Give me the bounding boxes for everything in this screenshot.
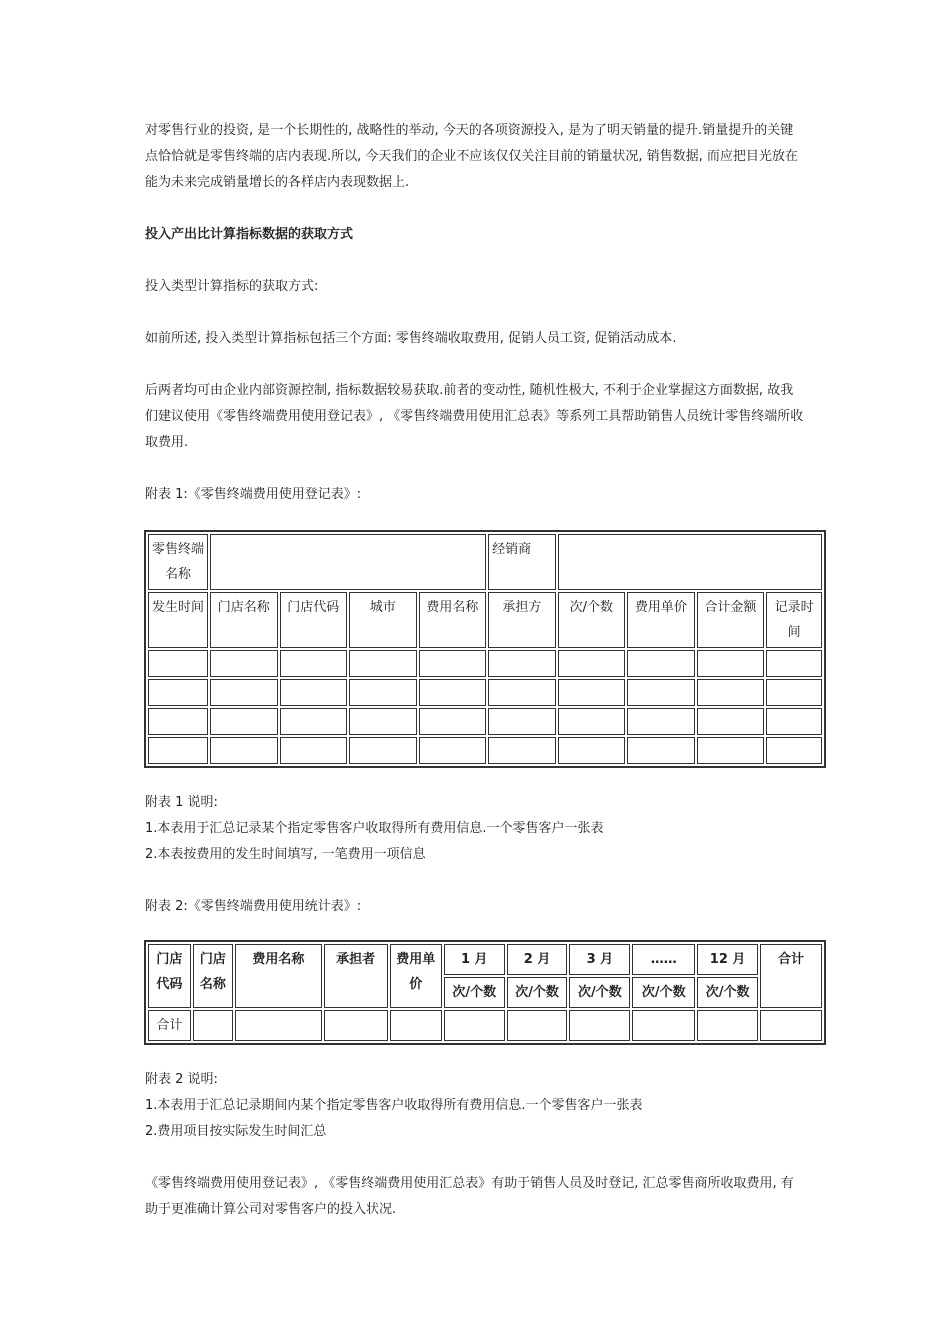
- document-page: [145, 118, 814, 1223]
- col-store-name: 门店名称: [193, 944, 234, 1008]
- col-unit-price: 费用单价: [627, 592, 695, 648]
- terminal-name-label: 零售终端名称: [148, 534, 208, 590]
- subheading: 投入类型计算指标的获取方式:: [145, 279, 319, 294]
- table1-column-header-row: [148, 592, 822, 648]
- month-3: 3 月: [569, 944, 630, 975]
- table2-month-row: [148, 944, 822, 975]
- col-total: 合计: [760, 944, 822, 1008]
- table2-caption: 附表 2:《零售终端费用使用统计表》:: [145, 899, 362, 914]
- col-store-code: 门店代码: [280, 592, 348, 648]
- table-row: [148, 737, 822, 764]
- col-record-time: 记录时间: [766, 592, 822, 648]
- col-bearer: 承担者: [324, 944, 388, 1008]
- table1-note-2: 2.本表按费用的发生时间填写, 一笔费用一项信息: [145, 847, 426, 862]
- count-month-1: 次/个数: [444, 977, 505, 1008]
- month-1: 1 月: [444, 944, 505, 975]
- table2-notes-title: 附表 2 说明:: [145, 1072, 218, 1087]
- terminal-name-value[interactable]: [210, 534, 486, 590]
- month-2: 2 月: [507, 944, 568, 975]
- para-latter-two: 后两者均可由企业内部资源控制, 指标数据较易获取.前者的变动性, 随机性极大, 不利于企业掌握这方面数据, 故我们建议使用《零售终端费用使用登记表》, 《零售终端费用使用汇总表》等系列工具帮助销售人员统计零售终端所收取费用.: [145, 383, 804, 450]
- para-three-aspects: 如前所述, 投入类型计算指标包括三个方面: 零售终端收取费用, 促销人员工资, 促销活动成本.: [145, 331, 677, 346]
- distributor-value[interactable]: [558, 534, 822, 590]
- statistics-table: [144, 940, 826, 1045]
- col-store-name: 门店名称: [210, 592, 278, 648]
- closing-paragraph: 《零售终端费用使用登记表》, 《零售终端费用使用汇总表》有助于销售人员及时登记, 汇总零售商所收取费用, 有助于更准确计算公司对零售客户的投入状况.: [145, 1176, 794, 1217]
- table2-total-row: [148, 1010, 822, 1041]
- col-count: 次/个数: [558, 592, 626, 648]
- col-city: 城市: [349, 592, 417, 648]
- col-store-code: 门店代码: [148, 944, 191, 1008]
- col-fee-name: 费用名称: [419, 592, 487, 648]
- table-row: [148, 650, 822, 677]
- intro-paragraph: 对零售行业的投资, 是一个长期性的, 战略性的举动, 今天的各项资源投入, 是为了明天销量的提升.销量提升的关键点恰恰就是零售终端的店内表现.所以, 今天我们的企业不应该仅仅关注目前的销量状况, 销售数据, 而应把目光放在能为未来完成销量增长的各样店内表现数据上.: [145, 123, 798, 190]
- table-row: [148, 679, 822, 706]
- col-occur-time: 发生时间: [148, 592, 208, 648]
- distributor-label: 经销商: [488, 534, 556, 590]
- count-month-2: 次/个数: [507, 977, 568, 1008]
- table-row: [148, 708, 822, 735]
- month-12: 12 月: [697, 944, 758, 975]
- table1-caption: 附表 1:《零售终端费用使用登记表》:: [145, 487, 362, 502]
- col-total-amount: 合计金额: [697, 592, 765, 648]
- count-month-ellipsis: 次/个数: [632, 977, 695, 1008]
- col-bearer: 承担方: [488, 592, 556, 648]
- table1-notes-title: 附表 1 说明:: [145, 795, 218, 810]
- section-heading: 投入产出比计算指标数据的获取方式: [145, 227, 354, 242]
- table2-note-2: 2.费用项目按实际发生时间汇总: [145, 1124, 327, 1139]
- month-ellipsis: ……: [632, 944, 695, 975]
- registration-table: [144, 530, 826, 768]
- count-month-12: 次/个数: [697, 977, 758, 1008]
- table1-note-1: 1.本表用于汇总记录某个指定零售客户收取得所有费用信息.一个零售客户一张表: [145, 821, 604, 836]
- col-fee-name: 费用名称: [235, 944, 321, 1008]
- table1-header-row: [148, 534, 822, 590]
- count-month-3: 次/个数: [569, 977, 630, 1008]
- table2-note-1: 1.本表用于汇总记录期间内某个指定零售客户收取得所有费用信息.一个零售客户一张表: [145, 1098, 643, 1113]
- row-total-label: 合计: [148, 1010, 191, 1041]
- col-unit-price: 费用单价: [390, 944, 442, 1008]
